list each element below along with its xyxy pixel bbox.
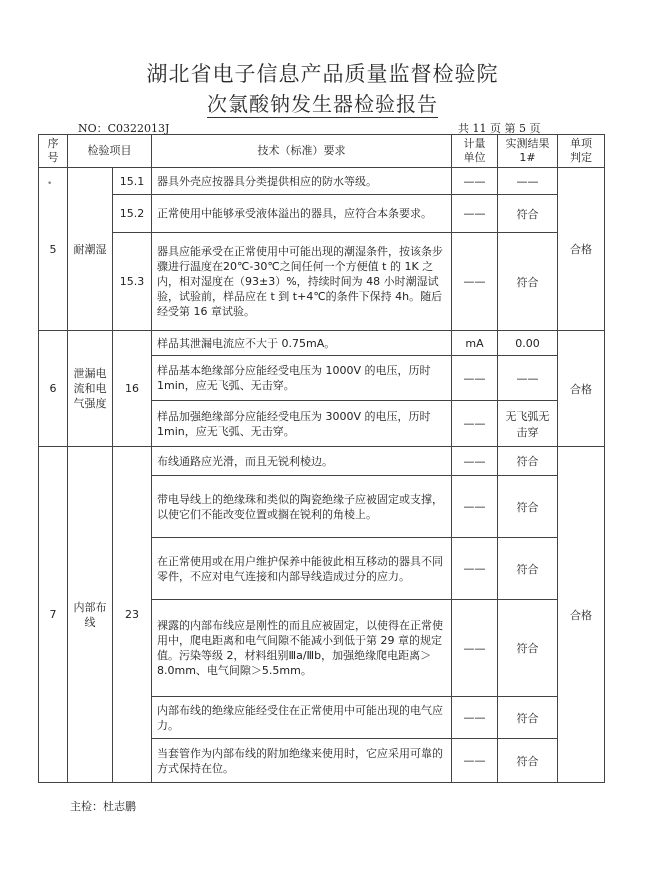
requirement-cell: 在正常使用或在用户维护保养中能彼此相互移动的器具不同零件，不应对电气连接和内部导线造成过分的应力。 xyxy=(152,538,452,600)
requirement-cell: 样品其泄漏电流应不大于 0.75mA。 xyxy=(152,331,452,356)
result-cell: 符合 xyxy=(498,600,558,697)
unit-cell: —— xyxy=(452,447,498,476)
unit-cell: —— xyxy=(452,401,498,447)
requirement-cell: 带电导线上的绝缘珠和类似的陶瓷绝缘子应被固定或支撑，以使它们不能改变位置或搁在锐利的角棱上。 xyxy=(152,476,452,538)
table-row xyxy=(39,233,605,331)
table-row xyxy=(39,195,605,233)
clause-cell: 23 xyxy=(113,447,152,783)
unit-cell: —— xyxy=(452,195,498,233)
category-cell: 耐潮湿 xyxy=(68,168,113,331)
table-row xyxy=(39,168,605,195)
unit-cell: —— xyxy=(452,233,498,331)
unit-cell: mA xyxy=(452,331,498,356)
result-cell: 无飞弧无击穿 xyxy=(498,401,558,447)
col-item: 检验项目 xyxy=(68,135,152,168)
category-cell: 内部布线 xyxy=(68,447,113,783)
unit-cell: —— xyxy=(452,476,498,538)
seq-cell: 7 xyxy=(39,447,68,783)
table-row xyxy=(39,331,605,356)
result-cell: —— xyxy=(498,356,558,401)
requirement-cell: 布线通路应光滑，而且无锐利棱边。 xyxy=(152,447,452,476)
requirement-cell: 样品基本绝缘部分应能经受电压为 1000V 的电压，历时 1min，应无飞弧、无击穿。 xyxy=(152,356,452,401)
table-header-row xyxy=(39,135,605,168)
clause-cell: 15.2 xyxy=(113,195,152,233)
verdict-cell: 合格 xyxy=(558,331,605,447)
page-info: 共 11 页 第 5 页 xyxy=(458,122,541,135)
unit-cell: —— xyxy=(452,697,498,739)
result-cell: 符合 xyxy=(498,697,558,739)
report-number: NO：C0322013J xyxy=(78,122,170,135)
result-cell: 符合 xyxy=(498,233,558,331)
requirement-cell: 器具应能承受在正常使用中可能出现的潮湿条件，按该条步骤进行温度在20℃-30℃之间任何一个方便值 t 的 1K 之内，相对湿度在（93±3）%，持续时间为 48 小时潮湿试验，试验前，样品应在 t 到 t+4℃的条件下保持 4h。随后经受第 16 章试验。 xyxy=(152,233,452,331)
requirement-cell: 当套管作为内部布线的附加绝缘来使用时，它应采用可靠的方式保持在位。 xyxy=(152,739,452,783)
result-cell: —— xyxy=(498,168,558,195)
result-cell: 符合 xyxy=(498,447,558,476)
verdict-cell: 合格 xyxy=(558,447,605,783)
col-seq: 序 号 xyxy=(39,135,68,168)
clause-cell: 15.3 xyxy=(113,233,152,331)
result-cell: 符合 xyxy=(498,476,558,538)
result-cell: 符合 xyxy=(498,538,558,600)
unit-cell: —— xyxy=(452,356,498,401)
inspector-signature: 主检：杜志鹏 xyxy=(70,800,136,813)
unit-cell: —— xyxy=(452,538,498,600)
result-cell: 符合 xyxy=(498,195,558,233)
category-cell: 泄漏电流和电气强度 xyxy=(68,331,113,447)
requirement-cell: 内部布线的绝缘应能经受住在正常使用中可能出现的电气应力。 xyxy=(152,697,452,739)
requirement-cell: 裸露的内部布线应是刚性的而且应被固定，以使得在正常使用中，爬电距离和电气间隙不能减小到低于第 29 章的规定值。污染等级 2，材料组别Ⅲa/Ⅲb，加强绝缘爬电距离＞8.0mm、电气间隙＞5.5mm。 xyxy=(152,600,452,697)
requirement-cell: 样品加强绝缘部分应能经受电压为 3000V 的电压，历时 1min，应无飞弧、无击穿。 xyxy=(152,401,452,447)
col-requirement: 技术（标准）要求 xyxy=(152,135,452,168)
verdict-cell: 合格 xyxy=(558,168,605,331)
col-unit: 计量 单位 xyxy=(452,135,498,168)
col-result: 实测结果 1# xyxy=(498,135,558,168)
inspection-table xyxy=(38,134,605,783)
seq-cell: 6 xyxy=(39,331,68,447)
report-title xyxy=(0,88,645,117)
table-row xyxy=(39,447,605,476)
scan-mark: • xyxy=(47,179,53,189)
result-cell: 符合 xyxy=(498,739,558,783)
clause-cell: 16 xyxy=(113,331,152,447)
unit-cell: —— xyxy=(452,739,498,783)
seq-cell: 5 xyxy=(39,168,68,331)
col-verdict: 单项 判定 xyxy=(558,135,605,168)
report-title-text: 次氯酸钠发生器检验报告 xyxy=(207,92,438,116)
unit-cell: —— xyxy=(452,168,498,195)
result-cell: 0.00 xyxy=(498,331,558,356)
unit-cell: —— xyxy=(452,600,498,697)
requirement-cell: 器具外壳应按器具分类提供相应的防水等级。 xyxy=(152,168,452,195)
requirement-cell: 正常使用中能够承受液体溢出的器具，应符合本条要求。 xyxy=(152,195,452,233)
clause-cell: 15.1 xyxy=(113,168,152,195)
institute-name: 湖北省电子信息产品质量监督检验院 xyxy=(146,62,499,86)
